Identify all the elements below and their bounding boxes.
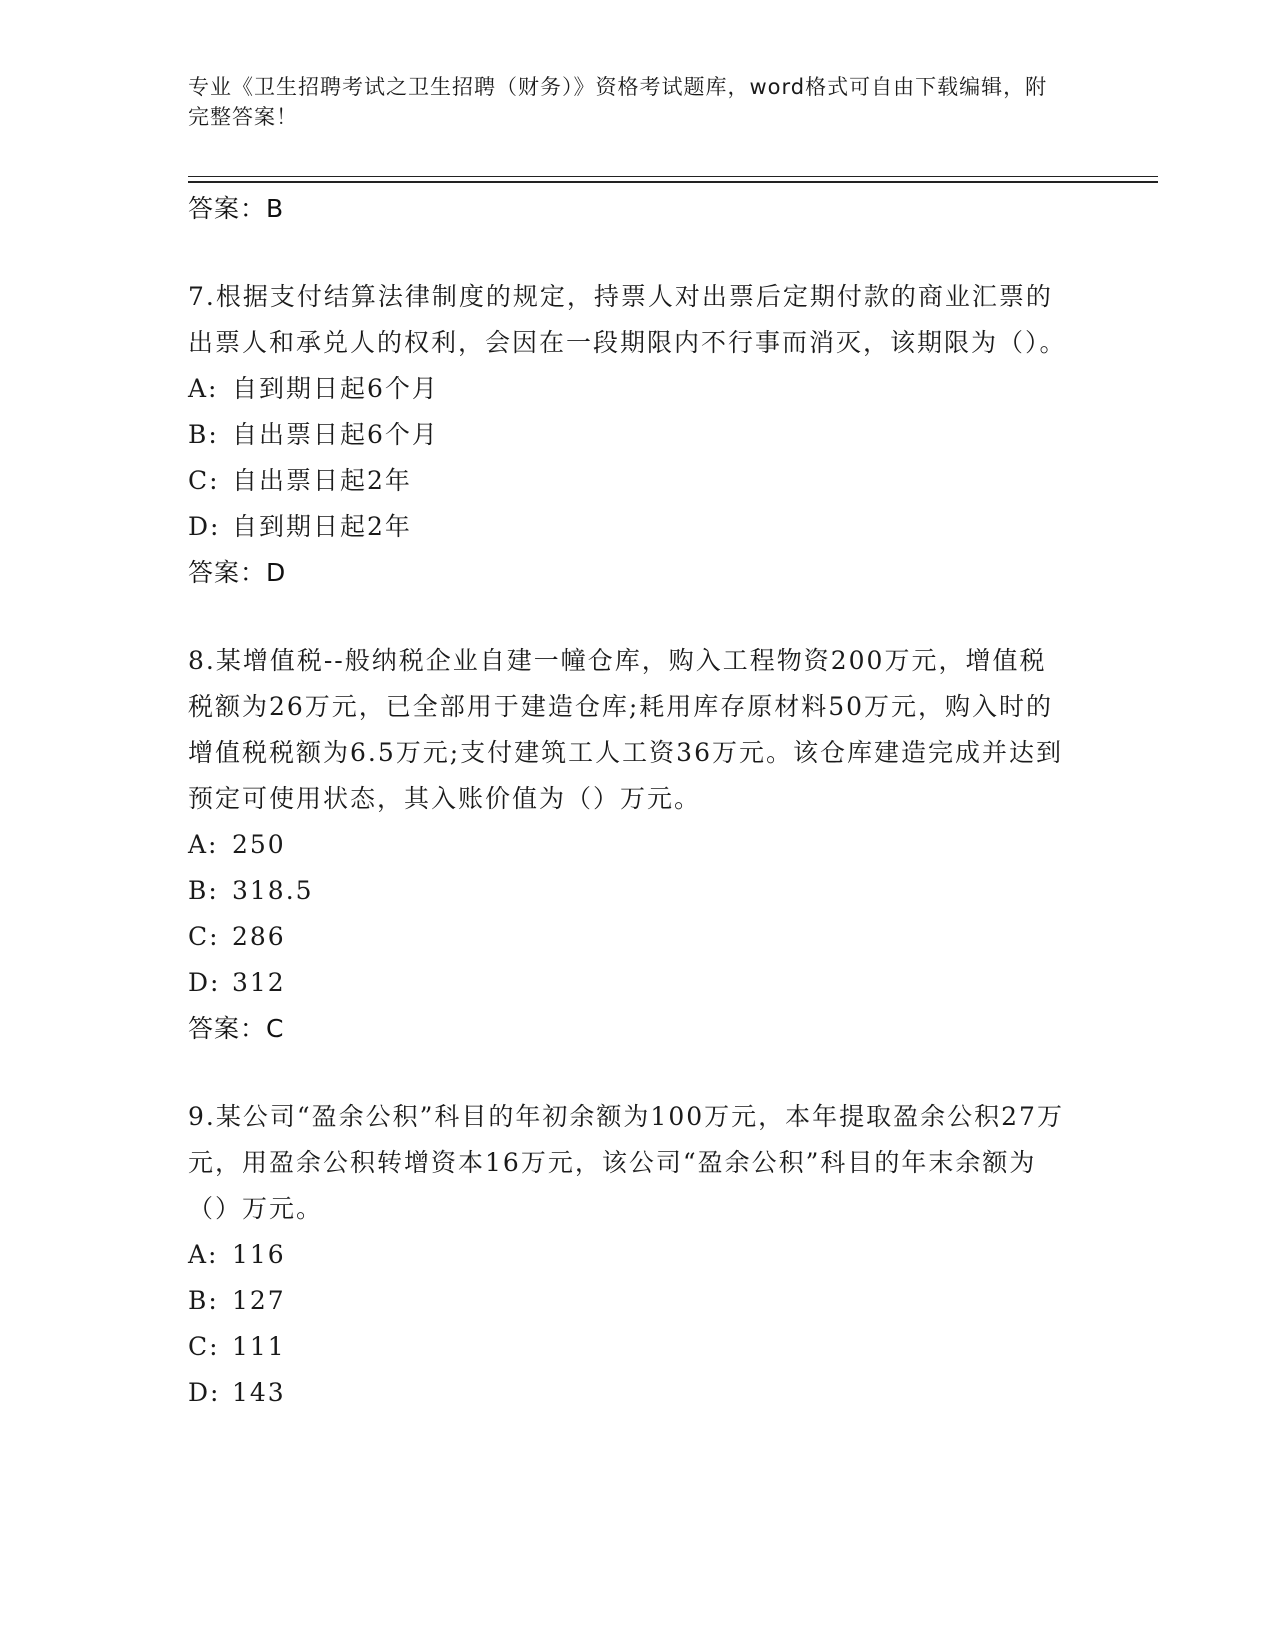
question-stem: 7.根据支付结算法律制度的规定，持票人对出票后定期付款的商业汇票的出票人和承兑人的权利，会因在一段期限内不行事而消灭，该期限为（）。 [188,282,1067,357]
option-text: 250 [232,830,286,859]
option-key: D: [188,1378,221,1407]
document-header: 专业《卫生招聘考试之卫生招聘（财务）》资格考试题库，word格式可自由下载编辑，附完整答案！ [188,75,1048,129]
option-d [188,504,1068,550]
question-7 [188,274,1068,596]
option-key: A: [188,1240,219,1269]
header-divider-thin [188,176,1158,177]
option-key: B: [188,420,219,449]
option-a [188,822,1068,868]
option-c [188,914,1068,960]
option-key: D: [188,512,221,541]
option-text: 自出票日起6个月 [232,420,439,449]
question-stem: 8.某增值税--般纳税企业自建一幢仓库，购入工程物资200万元，增值税税额为26万元，已全部用于建造仓库;耗用库存原材料50万元，购入时的增值税税额为6.5万元;支付建筑工人工资36万元。该仓库建造完成并达到预定可使用状态，其入账价值为（）万元。 [188,646,1063,813]
option-key: D: [188,968,221,997]
option-text: 111 [232,1332,286,1361]
option-text: 自到期日起6个月 [232,374,439,403]
option-text: 318.5 [232,876,314,905]
option-c [188,1324,1068,1370]
option-text: 143 [232,1378,286,1407]
answer-line: 答案：C [188,1014,285,1043]
answer-line: 答案：D [188,558,287,587]
question-8 [188,638,1068,1052]
header-divider-thick [188,181,1158,183]
option-text: 自出票日起2年 [232,466,412,495]
question-stem: 9.某公司“盈余公积”科目的年初余额为100万元，本年提取盈余公积27万元，用盈余公积转增资本16万元，该公司“盈余公积”科目的年末余额为（）万元。 [188,1102,1064,1223]
option-key: B: [188,876,219,905]
option-b [188,868,1068,914]
question-9 [188,1094,1068,1416]
option-key: C: [188,922,220,951]
option-d [188,1370,1068,1416]
option-a [188,366,1068,412]
option-b [188,1278,1068,1324]
option-text: 127 [232,1286,286,1315]
option-key: A: [188,374,219,403]
option-a [188,1232,1068,1278]
option-d [188,960,1068,1006]
option-key: C: [188,466,220,495]
option-text: 312 [232,968,286,997]
option-key: B: [188,1286,219,1315]
answer-line: 答案：B [188,194,285,223]
option-b [188,412,1068,458]
option-text: 自到期日起2年 [232,512,412,541]
option-c [188,458,1068,504]
document-body [188,186,1068,1416]
option-text: 286 [232,922,286,951]
option-key: C: [188,1332,220,1361]
option-key: A: [188,830,219,859]
option-text: 116 [232,1240,286,1269]
